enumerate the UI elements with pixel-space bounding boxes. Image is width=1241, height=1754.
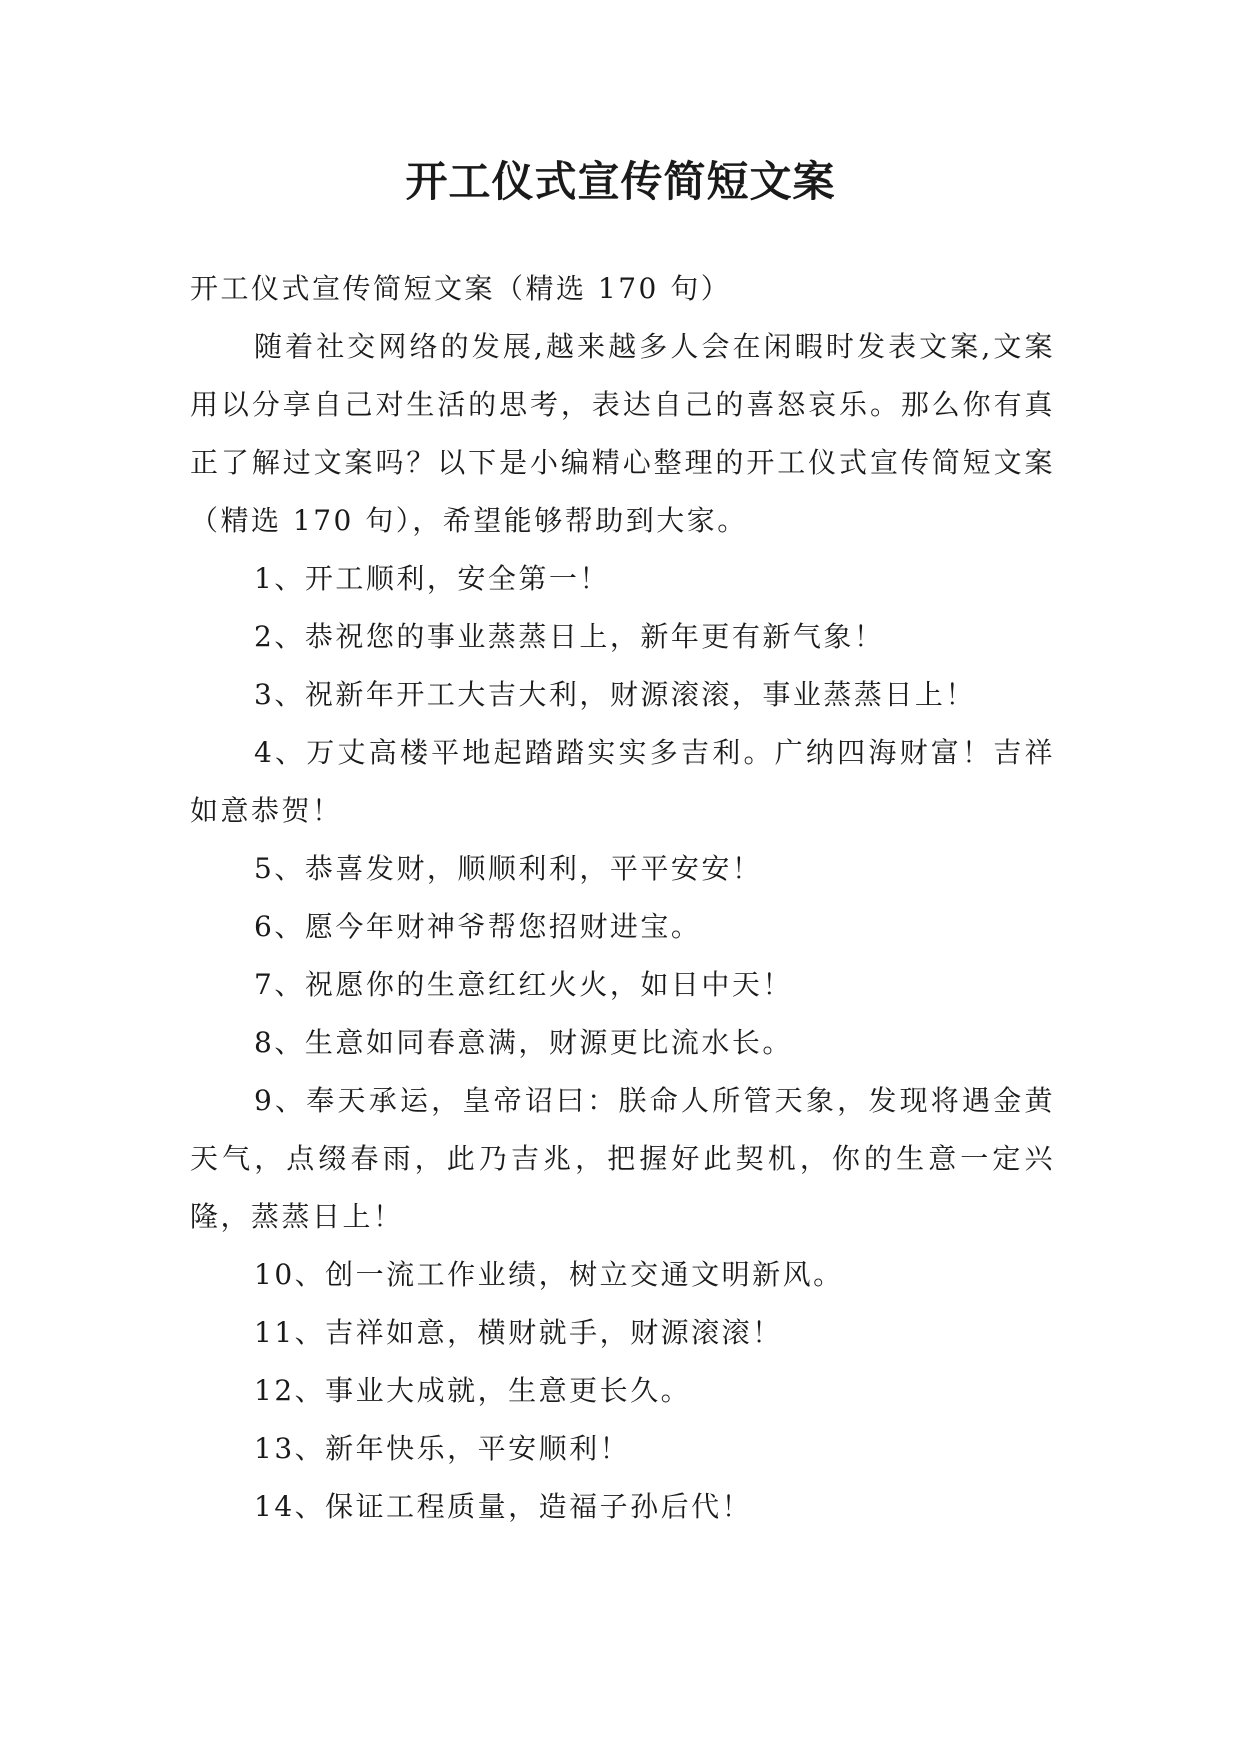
list-item: 6、愿今年财神爷帮您招财进宝。: [254, 910, 702, 943]
list-item: 11、吉祥如意，横财就手，财源滚滚！: [254, 1316, 783, 1349]
list-item: 9、奉天承运，皇帝诏曰：朕命人所管天象，发现将遇金黄天气，点缀春雨，此乃吉兆，把握好此契机，你的生意一定兴隆，蒸蒸日上！: [190, 1084, 1055, 1233]
list-item: 4、万丈高楼平地起踏踏实实多吉利。广纳四海财富！吉祥如意恭贺！: [190, 736, 1055, 827]
list-item: 3、祝新年开工大吉大利，财源滚滚，事业蒸蒸日上！: [254, 678, 976, 711]
list-item: 2、恭祝您的事业蒸蒸日上，新年更有新气象！: [254, 620, 885, 653]
list-item: 1、开工顺利，安全第一！: [254, 562, 610, 595]
document-subtitle: 开工仪式宣传简短文案（精选 170 句）: [190, 272, 732, 305]
document-title: 开工仪式宣传简短文案: [405, 157, 836, 206]
list-item: 7、祝愿你的生意红红火火，如日中天！: [254, 968, 793, 1001]
list-item: 12、事业大成就，生意更长久。: [254, 1374, 692, 1407]
list-item: 8、生意如同春意满，财源更比流水长。: [254, 1026, 793, 1059]
list-item: 10、创一流工作业绩，树立交通文明新风。: [254, 1258, 844, 1291]
list-item: 14、保证工程质量，造福子孙后代！: [254, 1490, 753, 1523]
list-item: 5、恭喜发财，顺顺利利，平平安安！: [254, 852, 763, 885]
list-item: 13、新年快乐，平安顺利！: [254, 1432, 631, 1465]
document-body: [190, 260, 1055, 1536]
intro-paragraph: 随着社交网络的发展,越来越多人会在闲暇时发表文案,文案用以分享自己对生活的思考，表达自己的喜怒哀乐。那么你有真正了解过文案吗？以下是小编精心整理的开工仪式宣传简短文案（精选 170 句），希望能够帮助到大家。: [190, 330, 1055, 537]
